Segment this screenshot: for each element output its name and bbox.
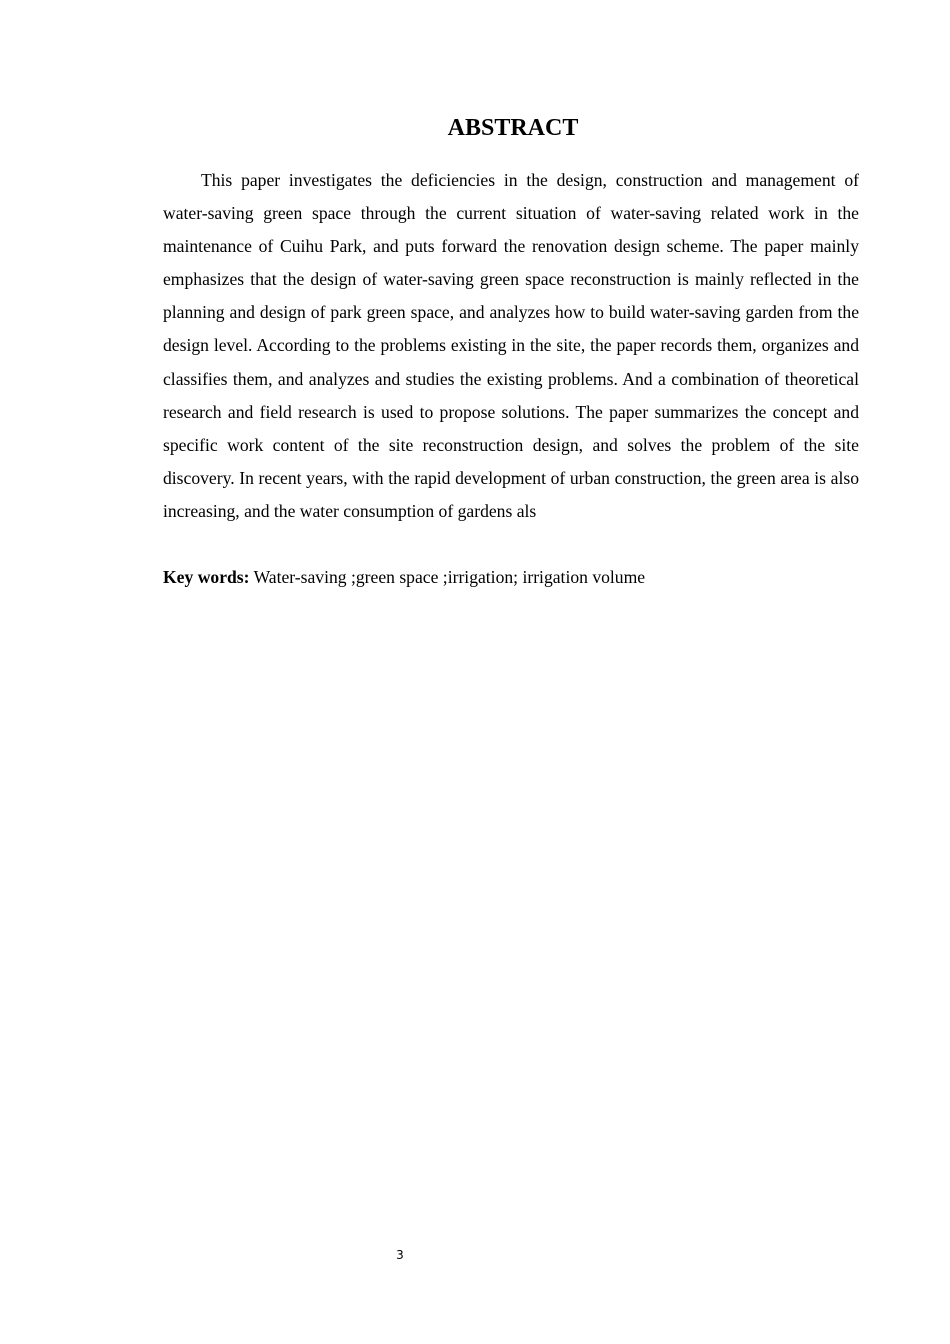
keywords-text: Water-saving ;green space ;irrigation; irrigation volume: [249, 567, 646, 588]
abstract-paragraph: This paper investigates the deficiencies in the design, construction and management of water-saving green space through the current situation of water-saving related work in the maintenance of Cuihu Park, and puts forward the renovation design scheme. The paper mainly emphasizes that the design of water-saving green space reconstruction is mainly reflected in the planning and design of park green space, and analyzes how to build water-saving garden from the design level. According to the problems existing in the site, the paper records them, organizes and classifies them, and analyzes and studies the existing problems. And a combination of theoretical research and field research is used to propose solutions. The paper summarizes the concept and specific work content of the site reconstruction design, and solves the problem of the site discovery. In recent years, with the rapid development of urban construction, the green area is also increasing, and the water consumption of gardens als: [163, 170, 859, 521]
page-content: [163, 112, 859, 594]
keywords-label: Key words:: [163, 567, 250, 588]
page-number: 3: [396, 1248, 404, 1262]
keywords-line: [163, 561, 859, 594]
abstract-title: ABSTRACT: [447, 115, 579, 141]
